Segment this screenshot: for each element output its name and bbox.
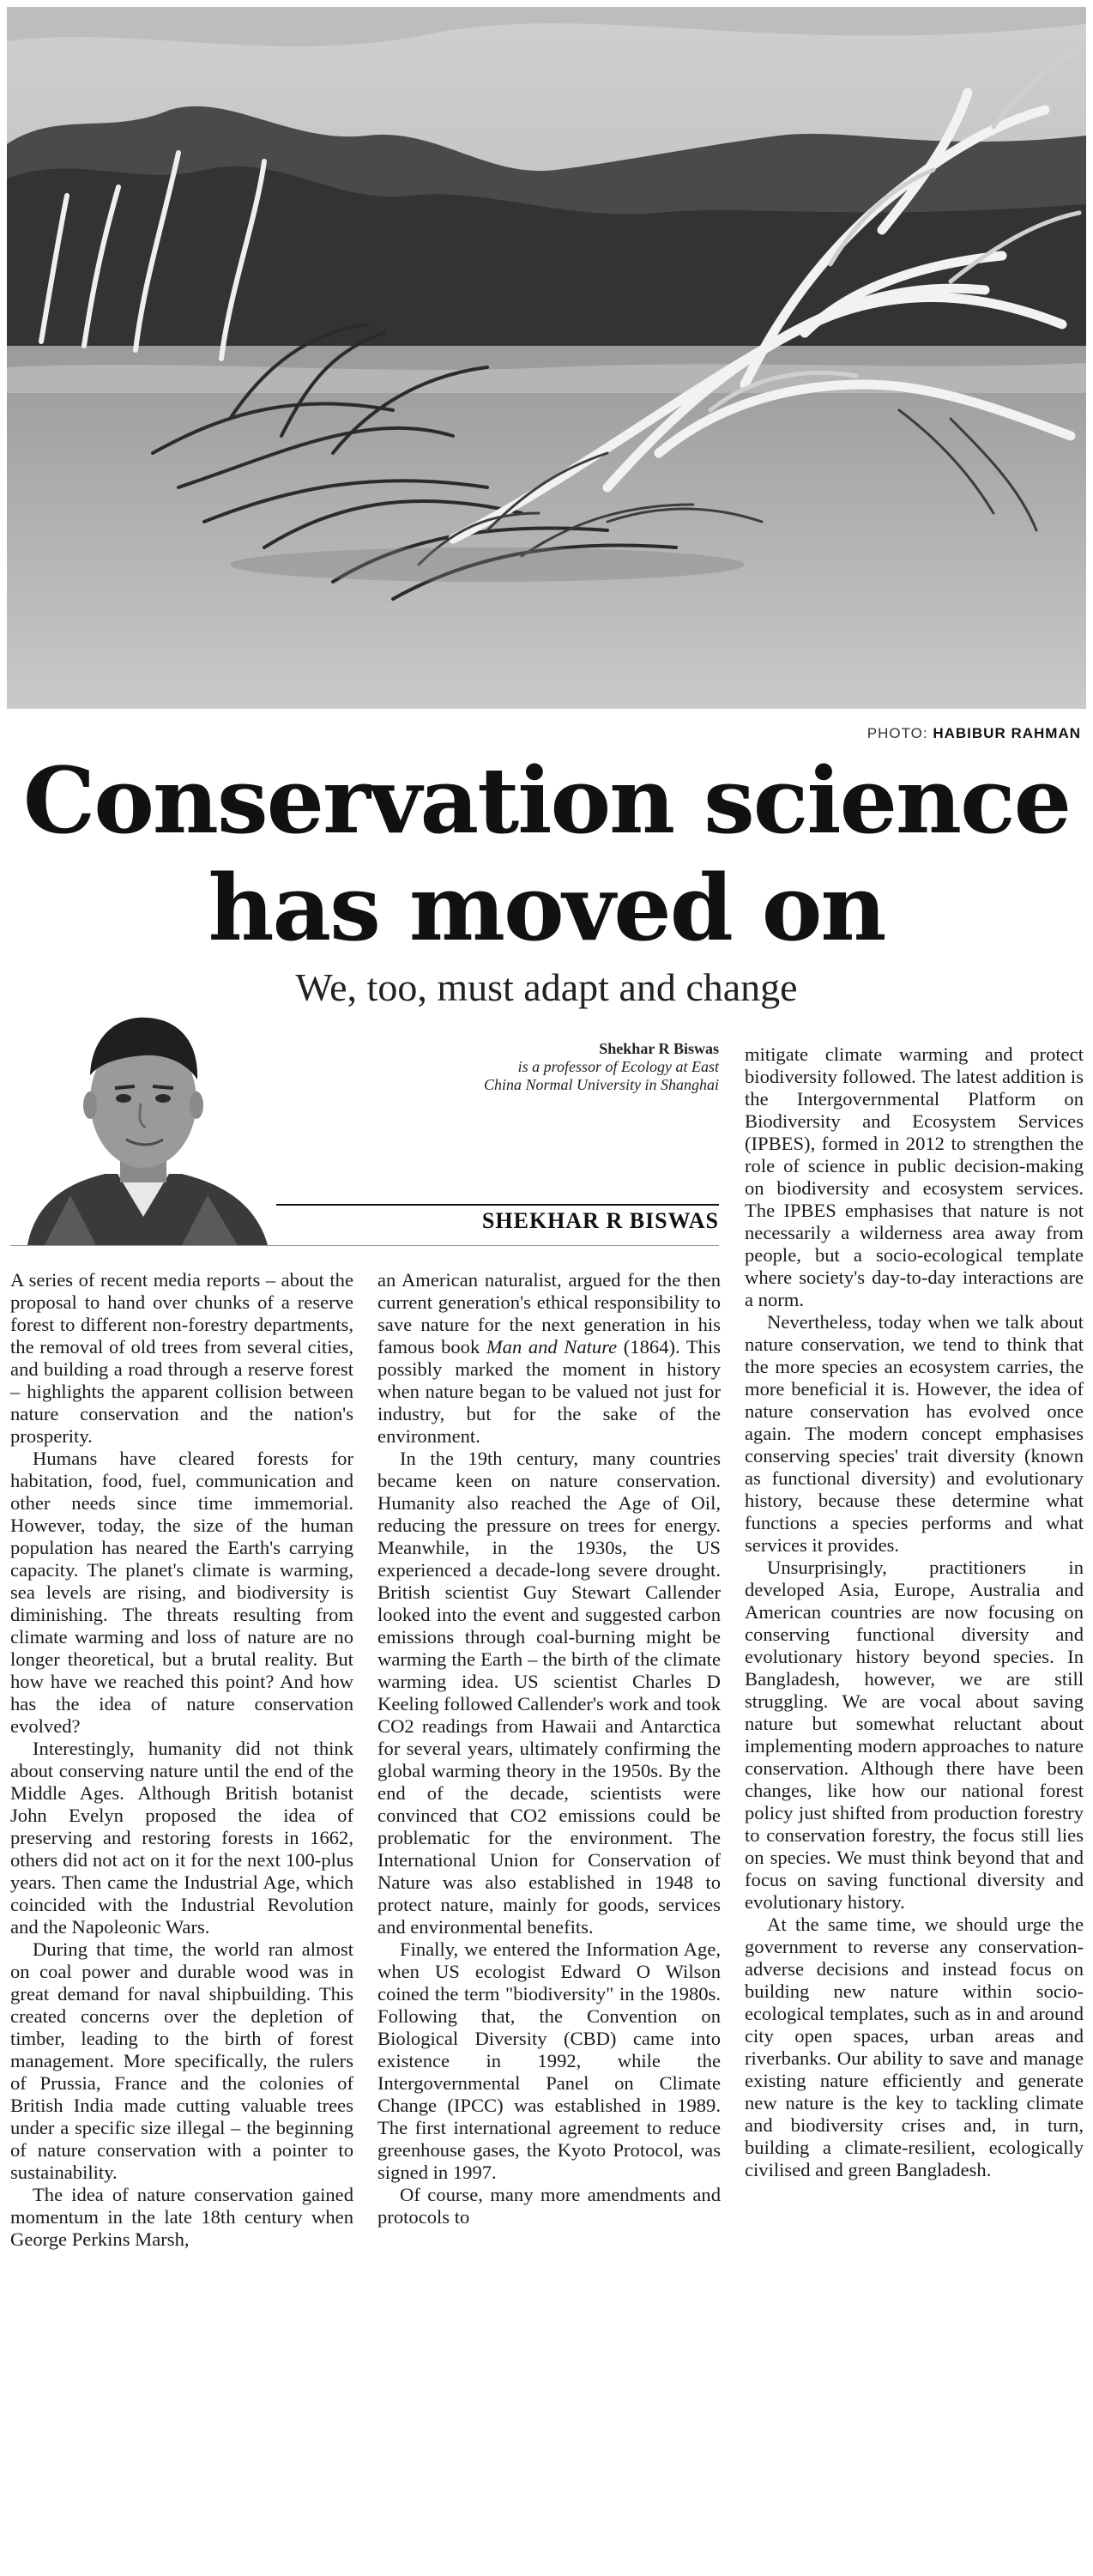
paragraph: mitigate climate warming and protect biodiversity followed. The latest addition is the Intergovernmental Platform on Biodiversity and Ecosystem Services (IPBES), formed in 2012 to strengthen the role of science in public decision-making on biodiversity and ecosystem services. The IPBES emphasises that nature is not necessarily a wilderness area away from people, but a socio-ecological template where society's day-to-day interactions are a norm. — [745, 1043, 1084, 1310]
book-title: Man and Nature — [486, 1336, 618, 1358]
article-column-3 — [745, 1043, 1084, 2181]
paragraph-text: an American naturalist, argued for the then current generation's ethical responsibility to save nature for the next generation in his famous book — [377, 1269, 721, 1358]
article-column-1 — [10, 1269, 353, 2251]
photo-credit-name: HABIBUR RAHMAN — [933, 725, 1081, 741]
paragraph: A series of recent media reports – about the proposal to hand over chunks of a reserve forest to different non-forestry departments, the removal of old trees from several cities, and building a road through a reserve forest – highlights the apparent collision between nature conservation and the nation's prosperity. — [10, 1269, 353, 1447]
author-bio — [480, 1040, 719, 1094]
paragraph-text: (1864). This possibly marked the moment in history when nature began to be valued not just for industry, but for the sake of the environment. — [377, 1336, 721, 1447]
paragraph: Nevertheless, today when we talk about nature conservation, we tend to think that the more species an ecosystem carries, the more beneficial it is. However, the idea of nature conservation has evolved once again. The modern concept emphasises conserving species' trait diversity (known as functional diversity) and evolutionary history, because these determine what functions a species performs and what services it provides. — [745, 1311, 1084, 1556]
bio-text: is a professor of Ecology at East China Normal University in Shanghai — [484, 1058, 719, 1093]
author-portrait — [10, 1002, 276, 1245]
paragraph — [377, 1269, 721, 1448]
paragraph: Finally, we entered the Information Age, when US ecologist Edward O Wilson coined the term "biodiversity" in the 1980s. Following that, the Convention on Biological Diversity (CBD) came into existence in 1992, while the Intergovernmental Panel on Climate Change (IPCC) was established in 1989. The first international agreement to reduce greenhouse gases, the Kyoto Protocol, was signed in 1997. — [377, 1938, 721, 2183]
photo-credit-label: PHOTO: — [867, 725, 928, 741]
author-byline: SHEKHAR R BISWAS — [481, 1208, 719, 1233]
paragraph: Of course, many more amendments and protocols to — [377, 2184, 721, 2228]
paragraph: The idea of nature conservation gained momentum in the late 18th century when George Perkins Marsh, — [10, 2184, 353, 2250]
headline-line-1: Conservation science — [22, 747, 1071, 854]
mangrove-forest-photo — [7, 7, 1086, 709]
byline-rule — [276, 1204, 719, 1206]
paragraph: Interestingly, humanity did not think about conserving nature until the end of the Middle Ages. Although British botanist John Evelyn proposed the idea of preserving and restoring forests in 1662, others did not act on it for the next 100-plus years. Then came the Industrial Age, which coincided with the Industrial Revolution and the Napoleonic Wars. — [10, 1738, 353, 1938]
photo-credit — [867, 725, 1081, 742]
bio-name: Shekhar R Biswas — [599, 1040, 719, 1057]
subheadline: We, too, must adapt and change — [295, 965, 798, 1009]
headline-line-2: has moved on — [208, 854, 885, 961]
paragraph: At the same time, we should urge the government to reverse any conservation-adverse decisions and instead focus on building new nature within socio-ecological templates, such as in and around city open spaces, urban areas and riverbanks. Our ability to save and manage existing nature efficiently and generate new nature is the key to tackling climate and biodiversity crises and, in turn, building a climate-resilient, ecologically civilised and green Bangladesh. — [745, 1914, 1084, 2180]
byline-underline — [10, 1245, 719, 1246]
paragraph: Unsurprisingly, practitioners in developed Asia, Europe, Australia and American countries are now focusing on conserving functional diversity and evolutionary history beyond species. In Bangladesh, however, we are still struggling. We are vocal about saving nature but somewhat reluctant about implementing modern approaches to nature conservation. Although there have been changes, like how our national forest policy just shifted from production forestry to conservation forestry, the focus still lies on species. We must think beyond that and focus on saving functional diversity and evolutionary history. — [745, 1557, 1084, 1913]
paragraph: Humans have cleared forests for habitation, food, fuel, communication and other needs since time immemorial. However, today, the size of the human population has neared the Earth's carrying capacity. The planet's climate is warming, sea levels are rising, and biodiversity is diminishing. The threats resulting from climate warming and loss of nature are no longer theoretical, but a brutal reality. But how have we reached this point? And how has the idea of nature conservation evolved? — [10, 1448, 353, 1737]
article-column-2 — [377, 1269, 721, 2228]
paragraph: In the 19th century, many countries became keen on nature conservation. Humanity also reached the Age of Oil, reducing the pressure on trees for energy. Meanwhile, in the 1930s, the US experienced a decade-long severe drought. British scientist Guy Stewart Callender looked into the event and suggested carbon emissions through coal-burning might be warming the Earth – the birth of the climate warming idea. US scientist Charles D Keeling followed Callender's work and took CO2 readings from Hawaii and Antarctica for several years, ultimately confirming the global warming theory in the 1950s. By the end of the decade, scientists were convinced that CO2 emissions could be problematic for the environment. The International Union for Conservation of Nature was also established in 1948 to protect nature, mainly for goods, services and environmental benefits. — [377, 1448, 721, 1938]
paragraph: During that time, the world ran almost on coal power and durable wood was in great demand for naval shipbuilding. This created concerns over the depletion of timber, leading to the birth of forest management. More specifically, the rulers of Prussia, France and the colonies of British India made cutting valuable trees under a specific size illegal – the beginning of nature conservation with a pointer to sustainability. — [10, 1938, 353, 2183]
